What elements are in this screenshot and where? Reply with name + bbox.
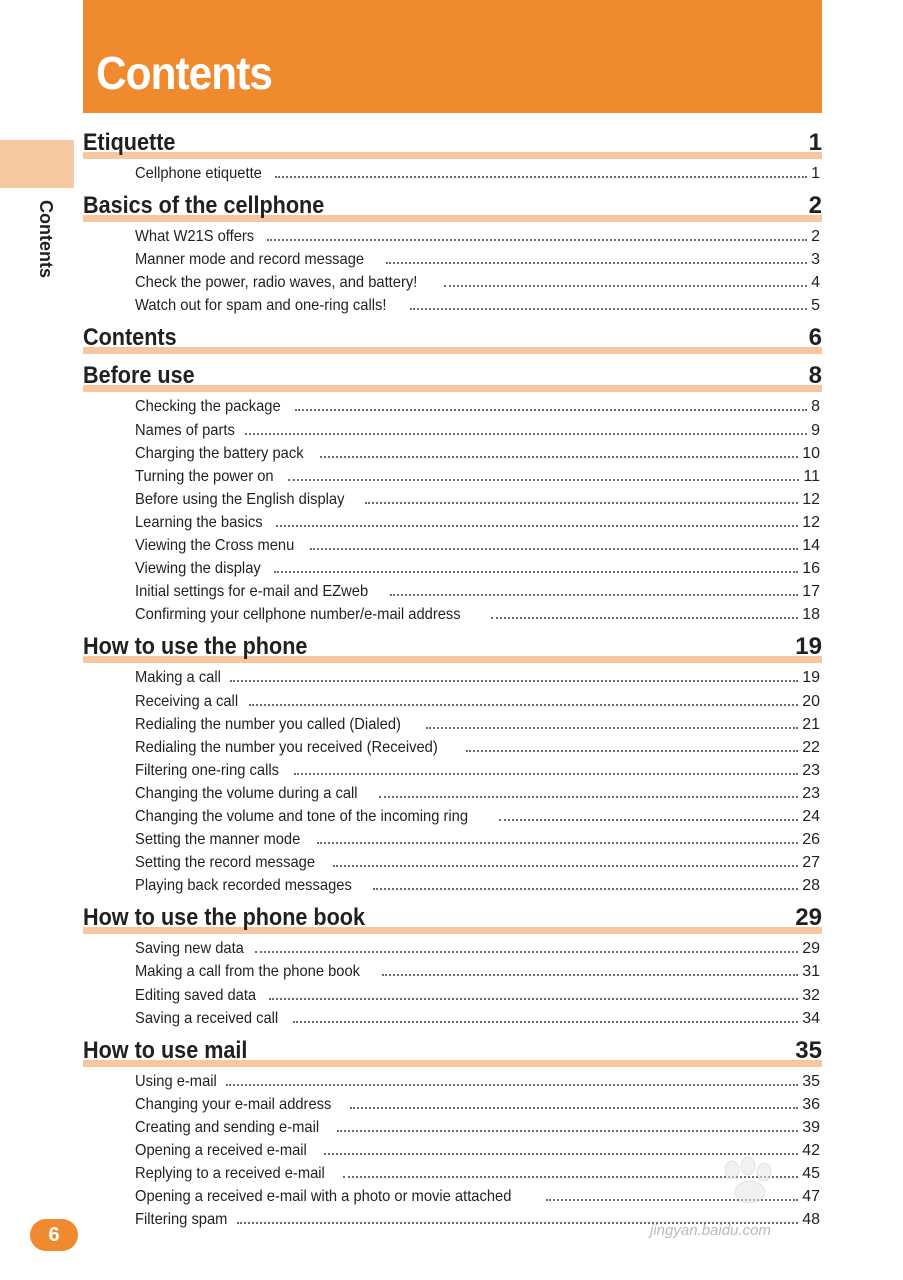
- watermark-text: jingyan.baidu.com: [650, 1222, 771, 1239]
- side-tab-label: Contents: [36, 200, 56, 278]
- section-title: Etiquette: [83, 129, 176, 156]
- entry-title: Check the power, radio waves, and battery!: [135, 274, 418, 292]
- section-title: Contents: [83, 324, 177, 352]
- entry-list: [83, 666, 822, 897]
- dot-leader: [337, 1129, 798, 1132]
- dot-leader: [373, 887, 799, 890]
- entry-page-number: 10: [802, 444, 820, 462]
- section-heading[interactable]: [83, 903, 822, 935]
- dot-leader: [269, 997, 799, 1000]
- entry-list: [83, 225, 822, 317]
- section-page-number: 8: [808, 362, 822, 390]
- entry-title: Playing back recorded messages: [135, 877, 352, 895]
- dot-leader: [365, 501, 799, 504]
- entry-title: Cellphone etiquette: [135, 165, 262, 182]
- entry-page-number: 39: [802, 1118, 820, 1136]
- entry-title: Opening a received e-mail: [135, 1142, 307, 1159]
- entry-title: Learning the basics: [135, 513, 263, 531]
- dot-leader: [274, 570, 799, 573]
- toc-section: [83, 323, 822, 355]
- dot-leader: [333, 864, 799, 867]
- page-title: Contents: [96, 47, 273, 99]
- entry-title: Receiving a call: [135, 692, 239, 710]
- entry-page-number: 11: [803, 467, 820, 485]
- toc-entry[interactable]: [135, 713, 820, 736]
- entry-title: Watch out for spam and one-ring calls!: [135, 297, 387, 315]
- entry-page-number: 16: [802, 560, 820, 578]
- section-page-number: 1: [808, 129, 822, 156]
- toc-entry[interactable]: [135, 603, 820, 626]
- entry-title: Viewing the display: [135, 560, 261, 578]
- toc-section: [83, 128, 822, 185]
- entry-title: Redialing the number you called (Dialed): [135, 715, 401, 733]
- entry-page-number: 21: [802, 715, 820, 733]
- entry-title: Editing saved data: [135, 986, 257, 1004]
- toc-entry[interactable]: [135, 690, 820, 713]
- entry-page-number: 22: [802, 738, 820, 756]
- entry-page-number: 23: [802, 761, 820, 779]
- toc-entry[interactable]: [135, 580, 820, 603]
- dot-leader: [386, 261, 807, 264]
- section-heading[interactable]: [83, 632, 822, 664]
- toc-entry[interactable]: [135, 805, 820, 828]
- entry-page-number: 47: [802, 1188, 820, 1206]
- entry-title: Changing the volume during a call: [135, 784, 358, 802]
- toc-entry[interactable]: [135, 557, 820, 580]
- entry-title: Filtering one-ring calls: [135, 761, 279, 779]
- section-page-number: 2: [808, 192, 822, 220]
- entry-page-number: 27: [802, 854, 820, 872]
- toc-entry[interactable]: [135, 534, 820, 557]
- toc-entry[interactable]: [135, 736, 820, 759]
- toc-entry[interactable]: [135, 271, 820, 294]
- entry-title: Filtering spam: [135, 1211, 228, 1229]
- toc-entry[interactable]: [135, 248, 820, 271]
- entry-page-number: 29: [802, 940, 820, 958]
- dot-leader: [226, 1083, 798, 1086]
- side-tab: [0, 140, 74, 188]
- toc-section: [83, 361, 822, 626]
- section-page-number: 6: [808, 324, 822, 352]
- toc-entry[interactable]: [135, 1007, 820, 1030]
- entry-page-number: 42: [802, 1142, 820, 1159]
- entry-title: Confirming your cellphone number/e-mail address: [135, 606, 461, 624]
- toc-entry[interactable]: [135, 294, 820, 317]
- toc-entry[interactable]: [135, 937, 820, 960]
- entry-page-number: 12: [802, 490, 820, 508]
- section-title: How to use mail: [83, 1036, 248, 1064]
- section-title: How to use the phone: [83, 633, 308, 661]
- table-of-contents: [83, 128, 822, 1231]
- entry-title: Initial settings for e-mail and EZweb: [135, 583, 369, 601]
- dot-leader: [310, 547, 798, 550]
- entry-title: Saving a received call: [135, 1009, 279, 1027]
- entry-page-number: 17: [802, 583, 820, 601]
- entry-page-number: 45: [802, 1165, 820, 1183]
- section-title: Before use: [83, 362, 195, 390]
- toc-entry[interactable]: [135, 666, 820, 689]
- dot-leader: [295, 408, 807, 411]
- entry-page-number: 20: [802, 692, 820, 710]
- dot-leader: [466, 749, 798, 752]
- toc-entry[interactable]: [135, 488, 820, 511]
- dot-leader: [275, 175, 807, 178]
- entry-page-number: 24: [802, 807, 820, 825]
- entry-page-number: 8: [811, 398, 820, 416]
- entry-page-number: 18: [802, 606, 820, 624]
- dot-leader: [379, 795, 798, 798]
- entry-page-number: 35: [802, 1072, 820, 1090]
- section-title: Basics of the cellphone: [83, 192, 325, 220]
- entry-title: Turning the power on: [135, 467, 274, 485]
- toc-entry[interactable]: [135, 851, 820, 874]
- dot-leader: [294, 772, 799, 775]
- entry-title: Changing the volume and tone of the incoming ring: [135, 807, 469, 825]
- entry-title: Before using the English display: [135, 490, 345, 508]
- toc-entry[interactable]: [135, 511, 820, 534]
- dot-leader: [267, 238, 808, 241]
- toc-section: [83, 191, 822, 317]
- toc-section: [83, 632, 822, 897]
- toc-entry[interactable]: [135, 874, 820, 897]
- entry-title: Making a call: [135, 669, 221, 687]
- dot-leader: [255, 950, 798, 953]
- toc-entry[interactable]: [135, 1070, 820, 1093]
- section-page-number: 35: [795, 1036, 822, 1064]
- entry-title: Viewing the Cross menu: [135, 537, 295, 555]
- entry-page-number: 26: [802, 831, 820, 849]
- entry-page-number: 1: [811, 165, 820, 182]
- dot-leader: [491, 616, 798, 619]
- entry-page-number: 34: [802, 1009, 820, 1027]
- toc-entry[interactable]: [135, 782, 820, 805]
- entry-title: Setting the record message: [135, 854, 316, 872]
- dot-leader: [245, 432, 807, 435]
- dot-leader: [288, 478, 800, 481]
- dot-leader: [249, 703, 798, 706]
- section-page-number: 19: [795, 633, 822, 661]
- section-underline: [83, 152, 822, 159]
- dot-leader: [293, 1020, 799, 1023]
- entry-title: Using e-mail: [135, 1072, 217, 1090]
- entry-page-number: 4: [811, 274, 820, 292]
- entry-title: What W21S offers: [135, 228, 255, 246]
- entry-page-number: 28: [802, 877, 820, 895]
- dot-leader: [317, 841, 799, 844]
- toc-entry[interactable]: [135, 1093, 820, 1116]
- entry-page-number: 32: [802, 986, 820, 1004]
- dot-leader: [276, 524, 798, 527]
- dot-leader: [410, 307, 807, 310]
- entry-page-number: 3: [811, 251, 820, 269]
- entry-title: Saving new data: [135, 940, 244, 958]
- entry-title: Opening a received e-mail with a photo or movie attached: [135, 1188, 512, 1206]
- entry-title: Redialing the number you received (Received): [135, 738, 438, 756]
- toc-entry[interactable]: [135, 1116, 820, 1139]
- toc-entry[interactable]: [135, 465, 820, 488]
- entry-title: Creating and sending e-mail: [135, 1118, 320, 1136]
- dot-leader: [390, 593, 798, 596]
- toc-section: [83, 903, 822, 1029]
- toc-entry[interactable]: [135, 162, 820, 185]
- dot-leader: [320, 455, 798, 458]
- entry-page-number: 48: [802, 1211, 820, 1229]
- dot-leader: [350, 1106, 798, 1109]
- entry-page-number: 9: [811, 421, 820, 439]
- entry-title: Changing your e-mail address: [135, 1095, 332, 1113]
- toc-entry[interactable]: [135, 759, 820, 782]
- entry-list: [83, 395, 822, 626]
- section-heading[interactable]: [83, 128, 822, 160]
- section-heading[interactable]: [83, 1036, 822, 1068]
- entry-list: [83, 937, 822, 1029]
- section-heading[interactable]: [83, 361, 822, 393]
- toc-entry[interactable]: [135, 395, 820, 418]
- dot-leader: [499, 818, 798, 821]
- section-underline: [83, 347, 822, 354]
- section-heading[interactable]: [83, 323, 822, 355]
- entry-title: Replying to a received e-mail: [135, 1165, 325, 1183]
- dot-leader: [230, 679, 798, 682]
- entry-title: Names of parts: [135, 421, 235, 439]
- dot-leader: [444, 284, 807, 287]
- entry-page-number: 31: [802, 963, 820, 981]
- entry-title: Setting the manner mode: [135, 831, 301, 849]
- entry-title: Manner mode and record message: [135, 251, 365, 269]
- entry-page-number: 2: [811, 228, 820, 246]
- section-page-number: 29: [795, 904, 822, 932]
- entry-page-number: 14: [802, 537, 820, 555]
- entry-title: Making a call from the phone book: [135, 963, 361, 981]
- toc-entry[interactable]: [135, 828, 820, 851]
- toc-entry[interactable]: [135, 960, 820, 983]
- dot-leader: [426, 726, 798, 729]
- toc-entry[interactable]: [135, 984, 820, 1007]
- toc-entry[interactable]: [135, 442, 820, 465]
- entry-page-number: 12: [802, 513, 820, 531]
- page-number-badge: 6: [30, 1219, 78, 1251]
- entry-page-number: 23: [802, 784, 820, 802]
- dot-leader: [382, 973, 799, 976]
- toc-entry[interactable]: [135, 419, 820, 442]
- entry-title: Checking the package: [135, 398, 281, 416]
- entry-page-number: 36: [802, 1095, 820, 1113]
- section-title: How to use the phone book: [83, 904, 365, 932]
- entry-page-number: 5: [811, 297, 820, 315]
- entry-page-number: 19: [802, 669, 820, 687]
- toc-entry[interactable]: [135, 225, 820, 248]
- entry-title: Charging the battery pack: [135, 444, 304, 462]
- section-heading[interactable]: [83, 191, 822, 223]
- entry-list: [83, 162, 822, 185]
